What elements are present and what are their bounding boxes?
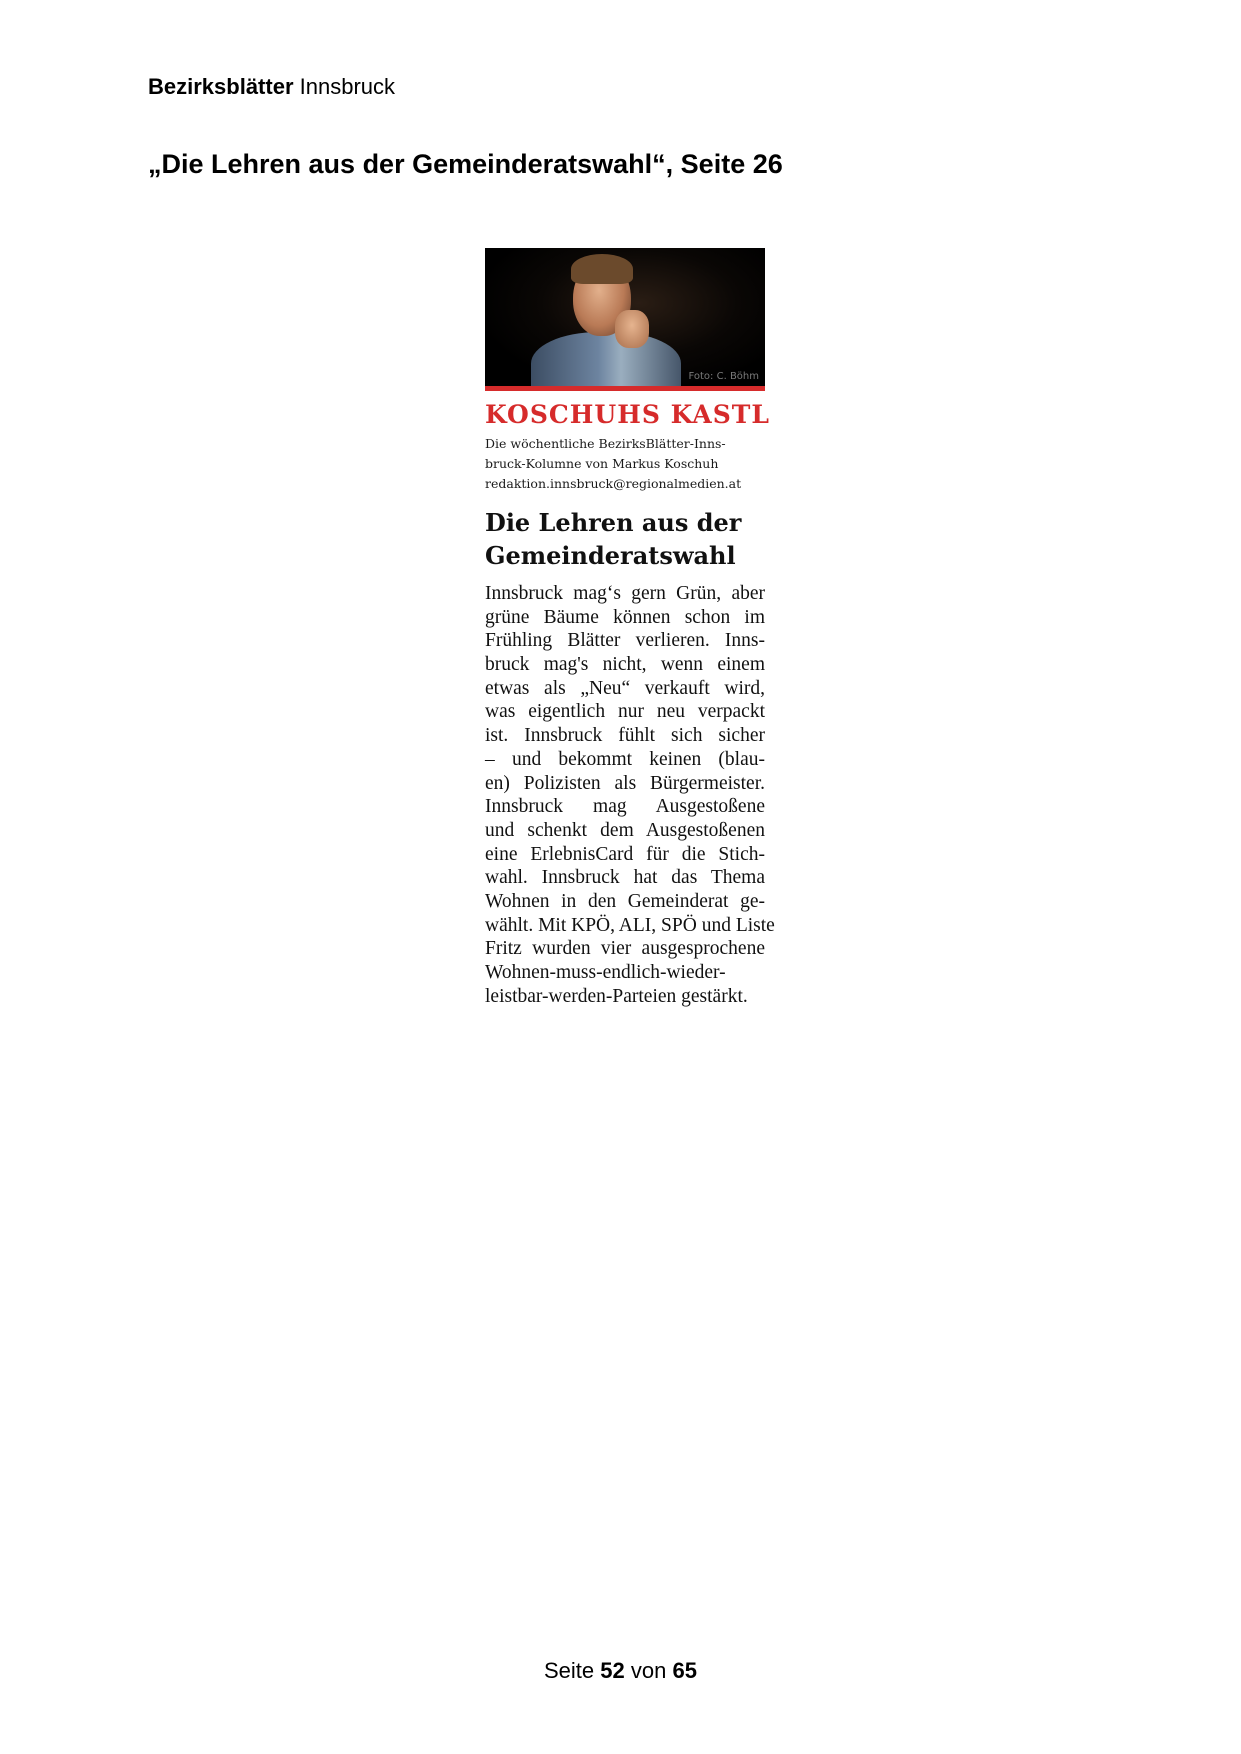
red-divider — [485, 386, 765, 391]
body-line: wählt. Mit KPÖ, ALI, SPÖ und Liste — [485, 914, 775, 936]
page-footer — [0, 1658, 1241, 1684]
body-line: grüne Bäume können schon im — [485, 606, 765, 628]
photo-person-body — [531, 332, 681, 386]
newspaper-clipping — [485, 248, 775, 1008]
column-description-line: Die wöchentliche BezirksBlätter-Inns- — [485, 436, 726, 451]
column-description-line: bruck-Kolumne von Markus Koschuh — [485, 456, 719, 471]
body-line: ist. Innsbruck fühlt sich sicher — [485, 725, 765, 747]
body-line: eine ErlebnisCard für die Stich- — [485, 843, 765, 865]
body-line: und schenkt dem Ausgestoßenen — [485, 819, 765, 841]
body-line: wahl. Innsbruck hat das Thema — [485, 867, 765, 889]
column-contact-email: redaktion.innsbruck@regionalmedien.at — [485, 476, 742, 491]
article-reference: „Die Lehren aus der Gemeinderatswahl“, Seite 26 — [148, 149, 783, 179]
columnist-photo — [485, 248, 765, 386]
publication-region: Innsbruck — [299, 74, 396, 99]
article-body — [485, 582, 775, 1008]
publication-name: Bezirksblätter — [148, 74, 294, 99]
body-line: was eigentlich nur neu verpackt — [485, 701, 765, 723]
total-pages-number: 65 — [672, 1658, 697, 1683]
body-line: Wohnen in den Gemeinderat ge- — [485, 890, 765, 912]
body-line: leistbar-werden-Parteien gestärkt. — [485, 985, 748, 1007]
source-line — [148, 74, 395, 100]
photo-person-hand — [615, 310, 649, 348]
body-line: Innsbruck mag‘s gern Grün, aber — [485, 583, 765, 604]
body-line: bruck mag's nicht, wenn einem — [485, 654, 765, 676]
body-line: Fritz wurden vier ausgesprochene — [485, 938, 765, 960]
article-headline — [485, 506, 765, 572]
photo-credit: Foto: C. Böhm — [688, 371, 759, 382]
body-line: etwas als „Neu“ verkauft wird, — [485, 677, 765, 699]
photo-person-hair — [571, 254, 633, 284]
column-description — [485, 434, 765, 494]
body-line: Frühling Blätter verlieren. Inns- — [485, 630, 765, 652]
current-page-number: 52 — [600, 1658, 625, 1683]
body-line: Innsbruck mag Ausgestoßene — [485, 796, 765, 818]
headline-line: Die Lehren aus der — [485, 508, 742, 537]
page-word: Seite — [544, 1658, 595, 1683]
headline-line: Gemeinderatswahl — [485, 541, 736, 570]
of-word: von — [630, 1658, 667, 1683]
body-line: Wohnen-muss-endlich-wieder- — [485, 962, 726, 983]
column-title: KOSCHUHS KASTL — [485, 400, 770, 429]
body-line: en) Polizisten als Bürgermeister. — [485, 772, 765, 794]
body-line: – und bekommt keinen (blau- — [485, 748, 765, 770]
